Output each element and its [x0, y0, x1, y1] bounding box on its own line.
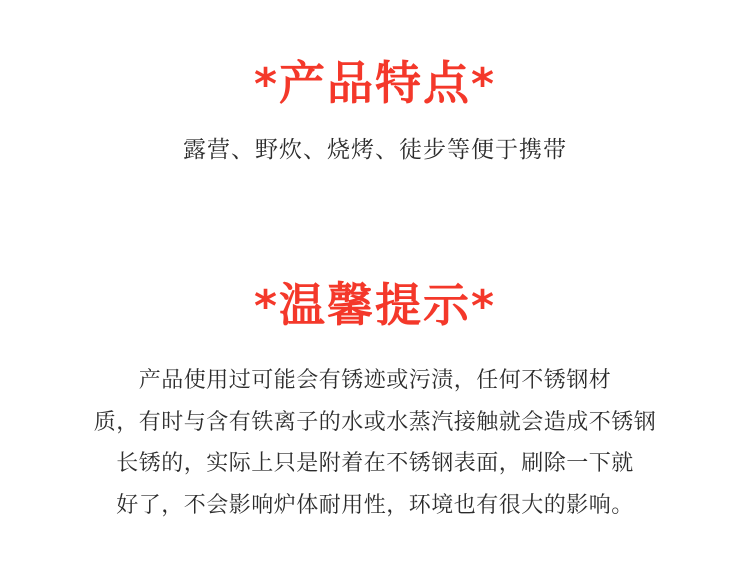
tips-body [67, 360, 683, 527]
features-section [0, 0, 750, 166]
tips-section [0, 166, 750, 527]
asterisk-left-icon: * [253, 280, 279, 332]
features-heading [0, 56, 750, 112]
tips-heading-text: 温馨提示 [279, 277, 471, 332]
asterisk-right-icon: * [471, 59, 497, 110]
features-heading-text: 产品特点 [279, 56, 471, 110]
tips-body-line: 长锈的，实际上只是附着在不锈钢表面，刷除一下就 [116, 451, 634, 477]
features-subheading: 露营、野炊、烧烤、徒步等便于携带 [183, 136, 567, 163]
tips-heading [0, 278, 750, 334]
tips-body-line: 质，有时与含有铁离子的水或水蒸汽接触就会造成不锈钢 [93, 409, 657, 435]
tips-body-line: 好了，不会影响炉体耐用性，环境也有很大的影响。 [116, 493, 634, 519]
asterisk-left-icon: * [253, 59, 279, 110]
asterisk-right-icon: * [471, 280, 497, 332]
tips-body-line: 产品使用过可能会有锈迹或污渍，任何不锈钢材 [138, 367, 612, 393]
